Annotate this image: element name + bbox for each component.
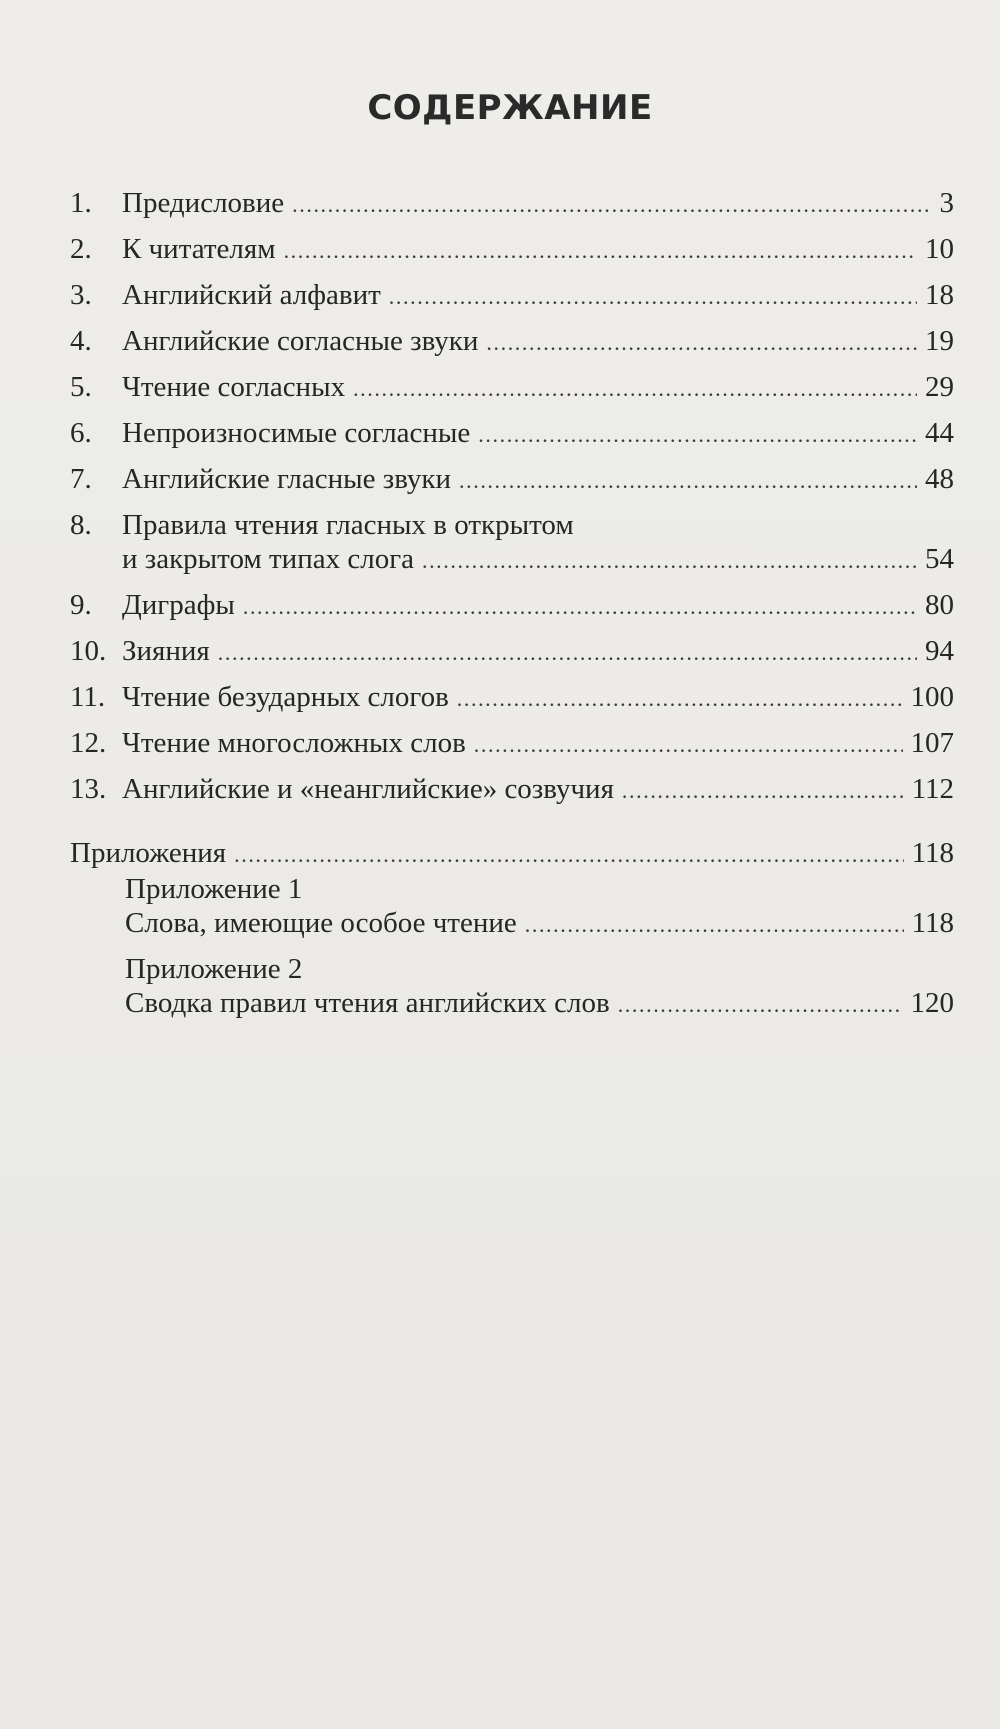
dot-leader	[459, 464, 917, 498]
toc-entry	[70, 186, 954, 220]
toc-entry-page: 19	[925, 325, 954, 357]
toc-entry-number: 4.	[70, 325, 92, 357]
toc-entry-page: 29	[925, 371, 954, 403]
toc-appendix-entry	[125, 986, 954, 1020]
toc-entry-title: Английские гласные звуки	[122, 463, 452, 495]
dot-leader	[292, 188, 931, 222]
toc-entry-title: Английские согласные звуки	[122, 325, 479, 357]
dot-leader	[622, 774, 904, 808]
toc-entry-page: 3	[939, 187, 954, 219]
toc-entry-title: Чтение согласных	[122, 371, 346, 403]
dot-leader	[486, 326, 917, 360]
toc-entry-title: Английский алфавит	[122, 279, 381, 311]
toc-entry-title: Зияния	[122, 635, 210, 667]
toc-entry-number: 2.	[70, 233, 92, 265]
dot-leader	[389, 280, 917, 314]
toc-entry	[70, 542, 954, 576]
toc-entry-title: Непроизносимые согласные	[122, 417, 471, 449]
toc-entry-title: Чтение безударных слогов	[122, 681, 449, 713]
toc-entry-number: 13.	[70, 773, 107, 805]
toc-entry	[70, 232, 954, 266]
appendix-heading: Приложение 1	[125, 873, 303, 905]
dot-leader	[457, 682, 903, 716]
dot-leader	[474, 728, 903, 762]
toc-entry	[70, 370, 954, 404]
toc-entry-page: 80	[925, 589, 954, 621]
toc-entry-title: Диграфы	[122, 589, 235, 621]
toc-entry	[70, 726, 954, 760]
toc-entry-title: Правила чтения гласных в открытом	[122, 509, 574, 541]
toc-entry	[70, 416, 954, 450]
toc-entry	[70, 772, 954, 806]
dot-leader	[243, 590, 917, 624]
toc-entry-number: 10.	[70, 635, 107, 667]
dot-leader	[618, 988, 903, 1022]
toc-entry	[70, 680, 954, 714]
toc-entry-title: Английские и «неанглийские» созвучия	[122, 773, 614, 805]
toc-appendices-entry	[70, 836, 954, 870]
dot-leader	[525, 908, 904, 942]
toc-entry-number: 1.	[70, 187, 92, 219]
toc-entry-number: 9.	[70, 589, 92, 621]
appendix-heading: Приложение 2	[125, 953, 303, 985]
toc-entry-page: 18	[925, 279, 954, 311]
toc-entry-page: 44	[925, 417, 954, 449]
toc-entry-title: Предисловие	[122, 187, 285, 219]
toc-entry	[70, 324, 954, 358]
toc-entry-page: 120	[910, 987, 954, 1019]
toc-entry-page: 118	[911, 837, 954, 869]
toc-entry-number: 3.	[70, 279, 92, 311]
toc-entry	[70, 278, 954, 312]
dot-leader	[218, 636, 917, 670]
toc-entry-page: 94	[925, 635, 954, 667]
toc-entry	[70, 634, 954, 668]
toc-entry-page: 54	[925, 543, 954, 575]
toc-entry-title: К читателям	[122, 233, 276, 265]
toc-entry-number: 12.	[70, 727, 107, 759]
dot-leader	[422, 544, 917, 578]
page-title: СОДЕРЖАНИЕ	[367, 88, 653, 128]
toc-entry-number: 8.	[70, 509, 92, 541]
toc-entry-page: 107	[910, 727, 954, 759]
dot-leader	[478, 418, 917, 452]
toc-entry-title: Приложения	[70, 837, 227, 869]
toc-entry-number: 11.	[70, 681, 106, 713]
toc-appendix-entry	[125, 906, 954, 940]
toc-entry-page: 10	[925, 233, 954, 265]
toc-entry-title: Сводка правил чтения английских слов	[125, 987, 610, 1019]
toc-entry-page: 48	[925, 463, 954, 495]
toc-entry-number: 6.	[70, 417, 92, 449]
toc-entry-title: Слова, имеющие особое чтение	[125, 907, 517, 939]
toc-entry	[70, 588, 954, 622]
dot-leader	[284, 234, 917, 268]
toc-entry-first-line	[70, 508, 954, 542]
toc-entry-page: 112	[911, 773, 954, 805]
toc-entry-title-continued: и закрытом типах слога	[122, 543, 414, 575]
dot-leader	[353, 372, 917, 406]
toc-entry-page: 100	[910, 681, 954, 713]
toc-entry	[70, 462, 954, 496]
toc-entry-number: 7.	[70, 463, 92, 495]
toc-entry-page: 118	[911, 907, 954, 939]
toc-entry-title: Чтение многосложных слов	[122, 727, 466, 759]
toc-entry-number: 5.	[70, 371, 92, 403]
dot-leader	[234, 838, 903, 872]
